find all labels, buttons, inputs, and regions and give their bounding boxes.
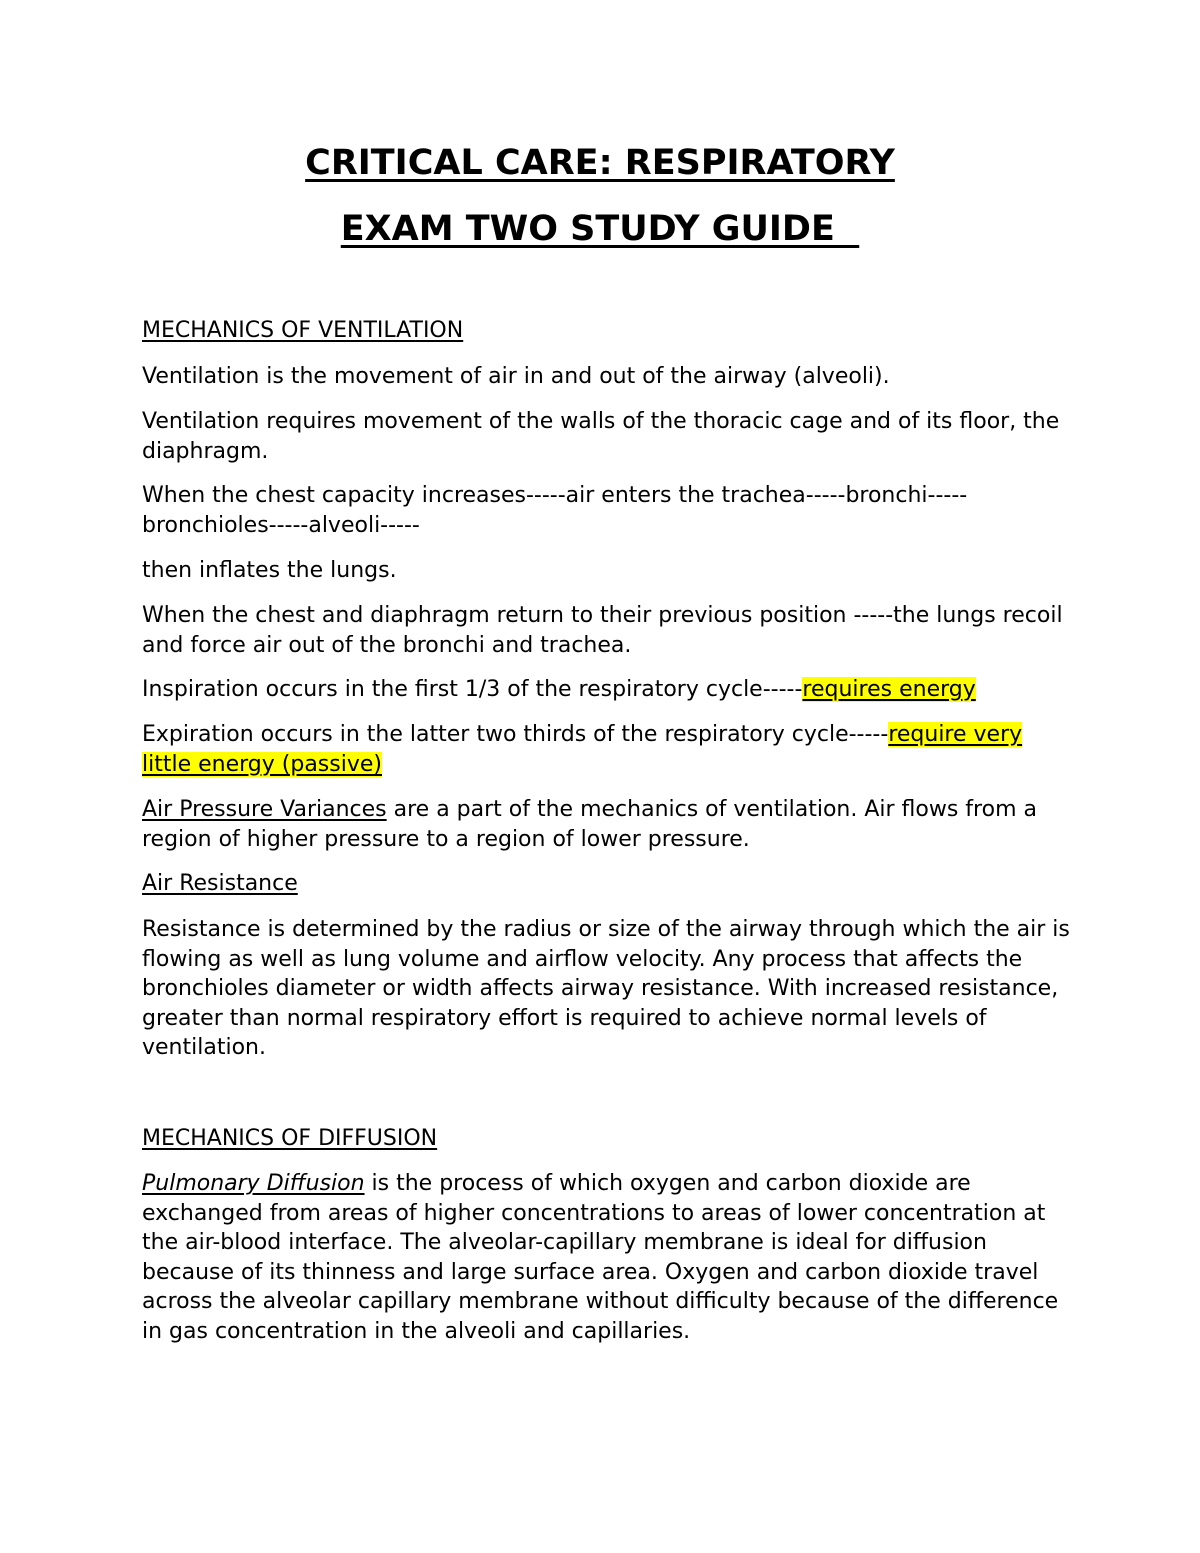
document-subtitle: EXAM TWO STUDY GUIDE <box>340 209 860 249</box>
paragraph-inflates-lungs: then inflates the lungs. <box>142 558 397 583</box>
paragraph-lungs-recoil: When the chest and diaphragm return to their previous position -----the lungs recoil and force air out of the bronchi and trachea. <box>142 603 1063 658</box>
expiration-highlight: require very little energy (passive) <box>142 722 1023 777</box>
inspiration-text: Inspiration occurs in the first 1/3 of the respiratory cycle----- <box>142 677 803 702</box>
section-heading-diffusion <box>142 1124 1072 1154</box>
pulmonary-diffusion-text: is the process of which oxygen and carbon dioxide are exchanged from areas of higher concentrations to areas of lower concentration at the air-blood interface. The alveolar-capillary membrane is ideal for diffusion because of its thinness and large surface area. Oxygen and carbon dioxide travel across the alveolar capillary membrane without difficulty because of the difference in gas concentration in the alveoli and capillaries. <box>142 1171 1059 1344</box>
paragraph-inspiration <box>142 675 1072 705</box>
section-heading-text: MECHANICS OF DIFFUSION <box>142 1126 438 1151</box>
air-resistance-term: Air Resistance <box>142 871 298 896</box>
subheading-air-resistance <box>142 869 1072 899</box>
paragraph-ventilation-requirements: Ventilation requires movement of the walls of the thoracic cage and of its floor, the diaphragm. <box>142 409 1060 464</box>
air-pressure-term: Air Pressure Variances <box>142 797 387 822</box>
paragraph-air-pressure <box>142 795 1072 854</box>
section-heading-text: MECHANICS OF VENTILATION <box>142 318 464 343</box>
paragraph-resistance: Resistance is determined by the radius or size of the airway through which the air is flowing as well as lung volume and airflow velocity. Any process that affects the bronchioles diameter or width affects airway resistance. With increased resistance, greater than normal respiratory effort is required to achieve normal levels of ventilation. <box>142 917 1070 1060</box>
air-pressure-text: are a part of the mechanics of ventilation. Air flows from a region of higher pressure to a region of lower pressure. <box>142 797 1037 852</box>
paragraph-expiration <box>142 720 1072 779</box>
paragraph-chest-capacity: When the chest capacity increases-----air enters the trachea-----bronchi-----bronchioles-----alveoli----- <box>142 483 968 538</box>
paragraph-pulmonary-diffusion <box>142 1169 1072 1346</box>
section-heading-ventilation <box>142 316 1072 346</box>
document-title: CRITICAL CARE: RESPIRATORY <box>305 143 895 183</box>
pulmonary-diffusion-term: Pulmonary Diffusion <box>142 1171 365 1196</box>
paragraph-ventilation-definition: Ventilation is the movement of air in and out of the airway (alveoli). <box>142 364 890 389</box>
expiration-text: Expiration occurs in the latter two thirds of the respiratory cycle----- <box>142 722 889 747</box>
inspiration-highlight: requires energy <box>802 677 976 702</box>
